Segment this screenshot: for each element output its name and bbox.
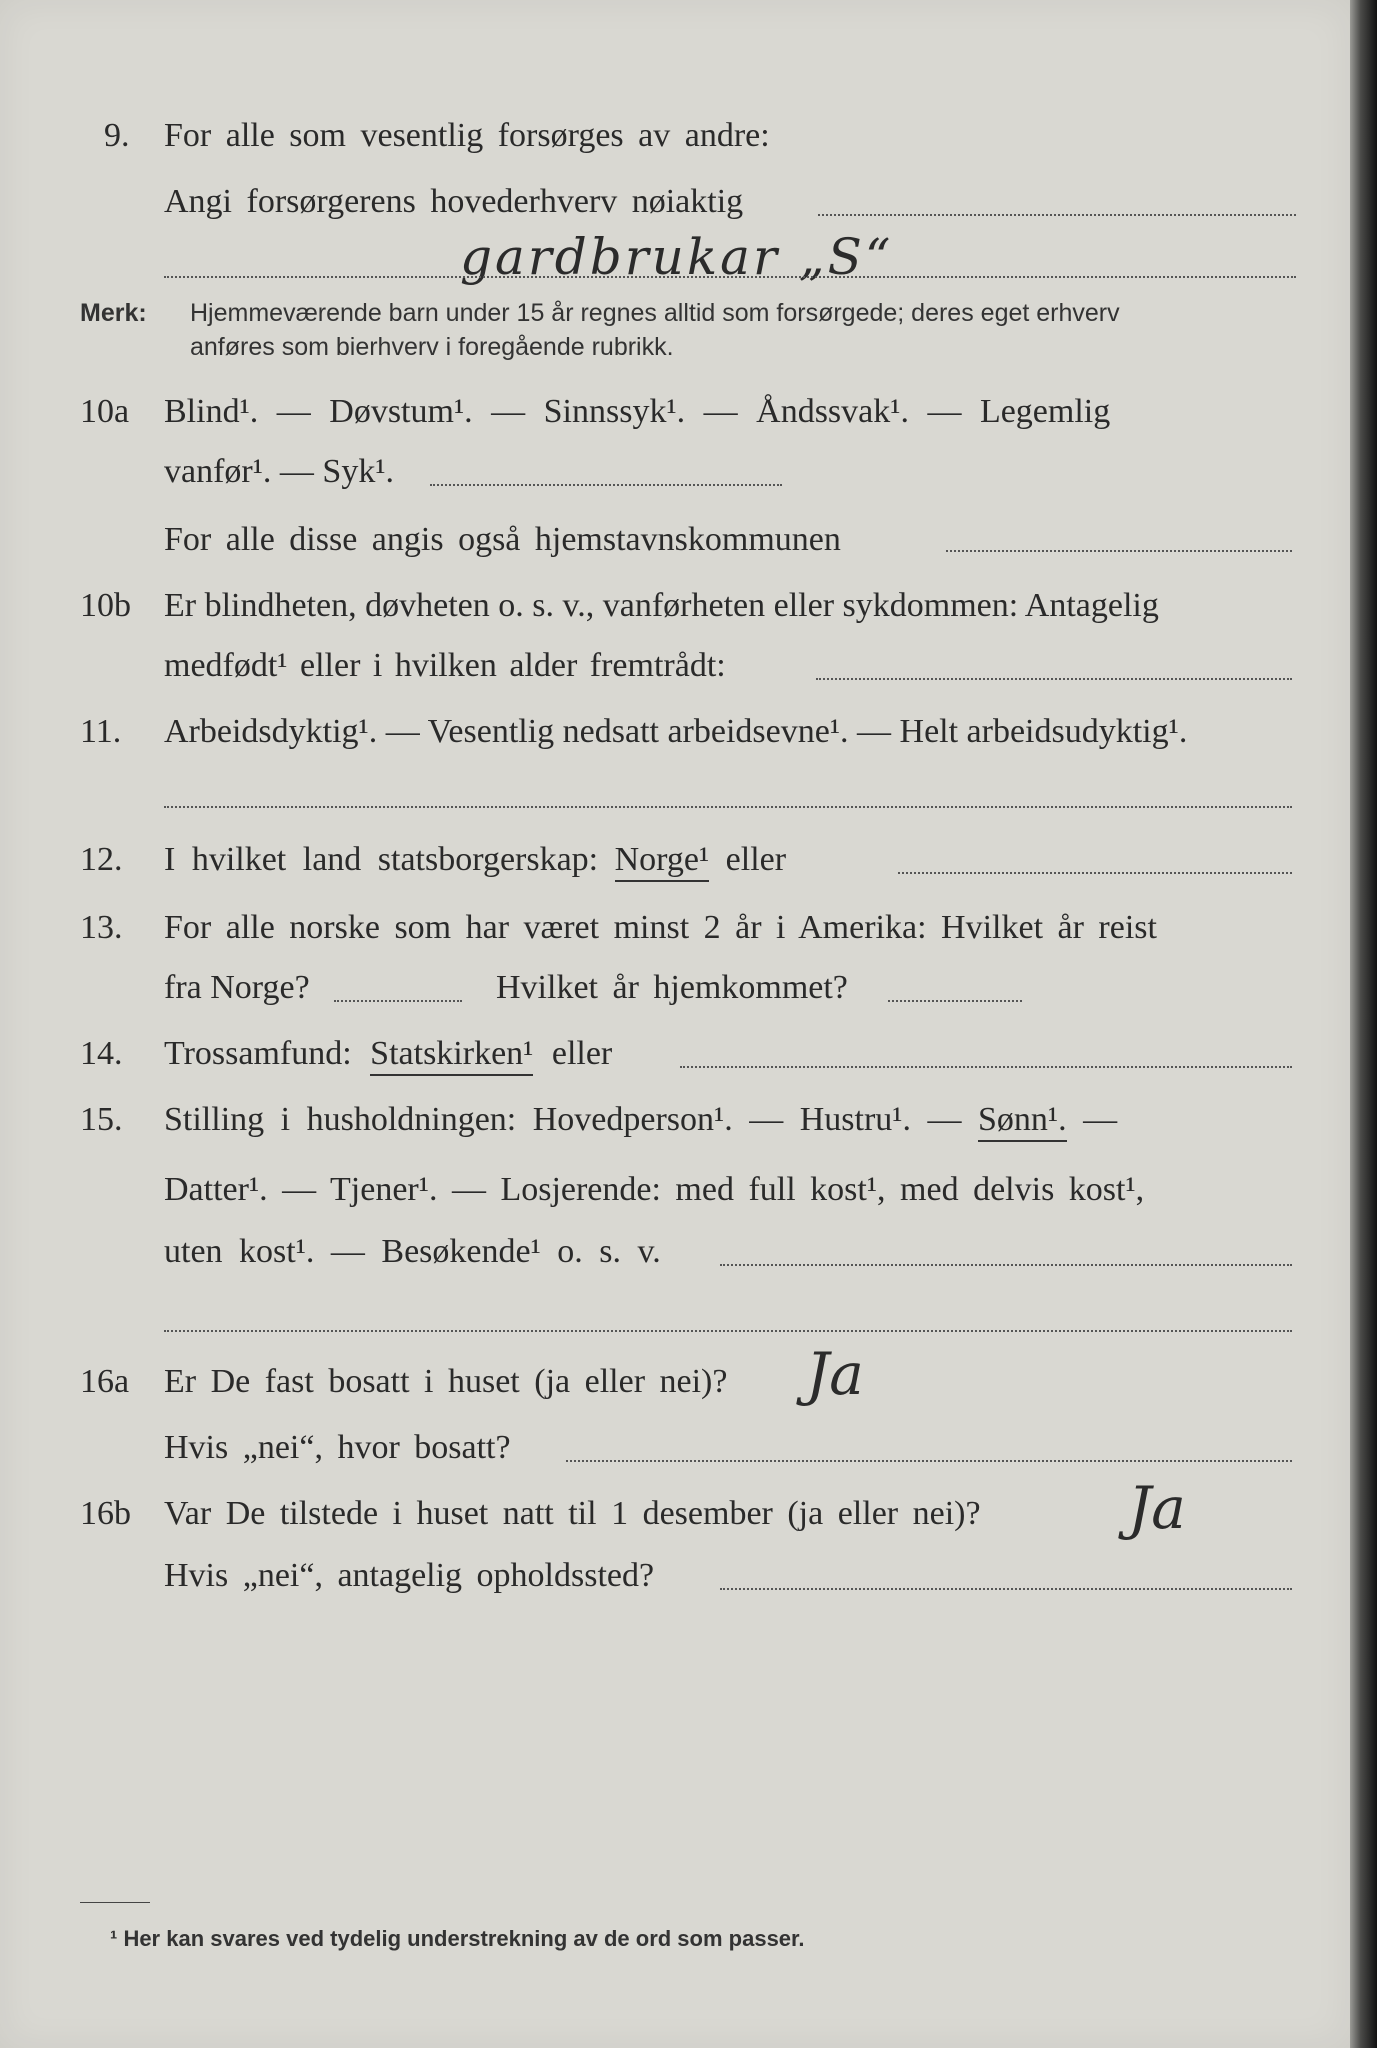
footnote: ¹ Her kan svares ved tydelig understrekning av de ord som passer. xyxy=(110,1926,805,1951)
q9-number: 9. xyxy=(104,117,130,154)
q13-line2a: fra Norge? xyxy=(164,969,310,1006)
q10b-line2: medfødt¹ eller i hvilken alder fremtrådt: xyxy=(164,647,726,684)
merk-label: Merk: xyxy=(80,299,147,327)
q14-answer-line xyxy=(680,1066,1292,1068)
q16b-line1: Var De tilstede i huset natt til 1 desember (ja eller nei)? xyxy=(164,1495,981,1532)
q10b-answer-line xyxy=(816,678,1292,680)
q16b-handwritten-answer: Ja xyxy=(1128,1474,1186,1542)
q13-number: 13. xyxy=(80,909,123,946)
q12-number: 12. xyxy=(80,841,123,878)
q16a-line1: Er De fast bosatt i huset (ja eller nei)? xyxy=(164,1363,728,1400)
q16b-line2: Hvis „nei“, antagelig opholdssted? xyxy=(164,1557,655,1594)
q15-options: Stilling i husholdningen: Hovedperson¹. — Hustru¹. — xyxy=(164,1101,962,1138)
q15-line3: uten kost¹. — Besøkende¹ o. s. v. xyxy=(164,1233,661,1270)
q14-question: Trossamfund: xyxy=(164,1035,352,1072)
q13-answer-line-hjemkommet xyxy=(888,1000,1022,1002)
q16a-answer-line xyxy=(566,1460,1292,1462)
q14-eller: eller xyxy=(551,1035,613,1072)
q12-question: I hvilket land statsborgerskap: xyxy=(164,841,599,878)
q10a-answer-line-1 xyxy=(430,484,782,486)
q14-selected-statskirken: Statskirken¹ xyxy=(370,1035,533,1076)
q15-selected-sonn: Sønn¹. xyxy=(978,1101,1067,1142)
q14-line xyxy=(164,1034,612,1074)
q11-answer-line xyxy=(164,806,1292,808)
q11-line1: Arbeidsdyktig¹. — Vesentlig nedsatt arbeidsevne¹. — Helt arbeidsudyktig¹. xyxy=(164,713,1188,750)
q13-answer-line-reist xyxy=(334,1000,462,1002)
q10a-line1: Blind¹. — Døvstum¹. — Sinnssyk¹. — Åndssvak¹. — Legemlig xyxy=(164,393,1111,430)
q15-dash: — xyxy=(1083,1101,1118,1138)
q9-answer-line-1 xyxy=(818,214,1296,216)
q16a-handwritten-answer: Ja xyxy=(806,1340,864,1408)
q12-answer-line xyxy=(898,872,1292,874)
q9-answer-line-2 xyxy=(164,276,1296,278)
q12-selected-norge: Norge¹ xyxy=(615,841,710,882)
q15-line1 xyxy=(164,1100,1117,1140)
q11-number: 11. xyxy=(80,713,122,750)
q9-line2: Angi forsørgerens hovederhverv nøiaktig xyxy=(164,183,744,220)
q13-line2b: Hvilket år hjemkommet? xyxy=(496,969,848,1006)
q9-line1: For alle som vesentlig forsørges av andre: xyxy=(164,117,770,154)
merk-line1: Hjemmeværende barn under 15 år regnes alltid som forsørgede; deres eget erhverv xyxy=(190,299,1120,327)
q15-line2: Datter¹. — Tjener¹. — Losjerende: med full kost¹, med delvis kost¹, xyxy=(164,1171,1145,1208)
q16b-number: 16b xyxy=(80,1495,131,1532)
q15-answer-line-1 xyxy=(720,1264,1292,1266)
q15-answer-line-2 xyxy=(164,1330,1292,1332)
q12-eller: eller xyxy=(725,841,787,878)
footnote-rule xyxy=(80,1902,150,1903)
q10a-number: 10a xyxy=(80,393,130,430)
q16a-number: 16a xyxy=(80,1363,130,1400)
q10a-answer-line-2 xyxy=(946,550,1292,552)
q15-number: 15. xyxy=(80,1101,123,1138)
merk-line2: anføres som bierhverv i foregående rubrikk. xyxy=(190,333,674,361)
q9-handwritten-answer: gardbrukar „S“ xyxy=(460,228,894,286)
q10b-line1: Er blindheten, døvheten o. s. v., vanførheten eller sykdommen: Antagelig xyxy=(164,587,1159,624)
q16a-line2: Hvis „nei“, hvor bosatt? xyxy=(164,1429,511,1466)
q13-line1: For alle norske som har været minst 2 år i Amerika: Hvilket år reist xyxy=(164,909,1157,946)
q10a-line3: For alle disse angis også hjemstavnskommunen xyxy=(164,521,841,558)
q10b-number: 10b xyxy=(80,587,131,624)
q10a-line2: vanfør¹. — Syk¹. xyxy=(164,453,395,490)
page-edge-shadow xyxy=(1350,0,1377,2048)
q16b-answer-line xyxy=(720,1588,1292,1590)
q12-line xyxy=(164,840,786,880)
q14-number: 14. xyxy=(80,1035,123,1072)
